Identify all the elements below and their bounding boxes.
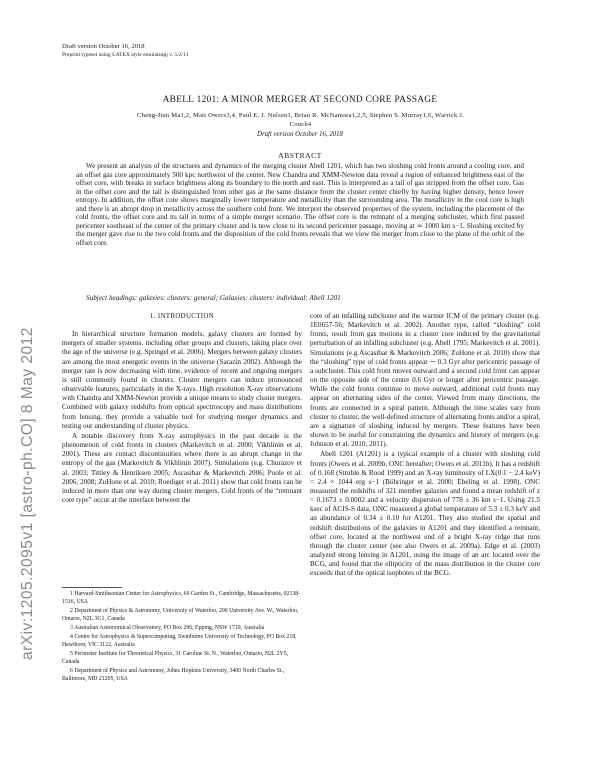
draft-line: Draft version October 16, 2018 [62,43,145,50]
footnote: 5 Perimeter Institute for Theoretical Physics, 31 Caroline St. N., Waterloo, Ontario, N2L 2Y5, Canada [62,650,289,665]
subject-headings-text: Subject headings: galaxies: clusters: general; Galaxies: clusters: individual: Abell 1201 [86,294,341,302]
abstract-body [76,162,524,247]
footnote-rule [62,587,122,588]
preprint-line: Preprint typeset using LATEX style emulateapj v. 5/2/11 [62,52,189,58]
subject-headings [76,294,524,303]
footnotes [62,591,302,685]
right-paragraph-2: Abell 1201 (A1201) is a typical example of a cluster with sloshing cold fronts (Owers et al. 2009b, ONC hereafter; Owers et al. 2011b). It has a redshift of 0.168 (Struble & Rood 1999) and an X-ray luminosity of LX(0.1 − 2.4 keV) = 2.4 × 1044 erg s−1 (Böhringer et al. 2000; Ebeling et al. 1998). ONC measured the redshifts of 321 member galaxies and found a mean redshift of z = 0.1673 ± 0.0002 and a velocity dispersion of 778 ± 36 km s−1. Using 21.5 ksec of ACIS-S data, ONC measured a global temperature of 5.3 ± 0.3 keV and an abundance of 0.34 ± 0.10 for A1201. They also studied the spatial and redshift distributions of the galaxies in A1201 and they identified a remnant, offset core, located at the northwest end of a bright X-ray ridge that runs through the cluster center (see also Owers et al. 2009a). Edge et al. (2003) analyzed strong lensing in A1201, using the image of an arc located over the BCG, and found that the ellipticity of the mass distribution in the cluster core exceeds that of the optical isophotes of the BCG. [310,450,540,578]
draft-version: Draft version October 16, 2018 [257,131,343,138]
footnote: 6 Department of Physics and Astronomy, Johns Hopkins University, 3400 North Charles St., Baltimore, MD 21205, USA [62,667,285,682]
right-paragraph-1: core of an infalling subcluster and the warmer ICM of the primary cluster (e.g. 1E0657-56; Markevitch et al. 2002). Another type, called “sloshing” cold fronts, result from gas motions in a cluster core induced by the gravitational perturbation of an infalling subcluster (e.g. Abell 1795; Markevitch et al. 2001). Simulations (e.g Ascasibar & Markevitch 2006; ZuHone et al. 2010) show that the “sloshing” type of cold fronts appear ∼ 0.3 Gyr after pericentric passage of a subcluster. This cold front moves outward and a second cold front can appear on the opposite side of the center 0.6 Gyr or longer after pericentric passage. While the cold fronts continue to move outward, additional cold fronts may appear on alternating sides of the center. Viewed from many directions, the fronts are connected in a spiral pattern. Although the time scales vary from cluster to cluster, the well-defined structure of alternating fronts and/or a spiral, are a signature of sloshing induced by mergers. These features have been shown to be useful for constraining the dynamics and history of mergers (e.g. Johnson et al. 2010, 2011). [310,312,540,449]
authors-line-1: Cheng-Jiun Ma1,2, Matt Owers3,4, Paul E. J. Nulsen1, Brian R. McNamara1,2,5, Stephen S. Murray1,6, Warrick J. [137,112,464,119]
footnote: 1 Harvard-Smithsonian Center for Astrophysics, 60 Garden St., Cambridge, Massachusetts, 02138-1516, USA [62,591,301,605]
footnote: 2 Department of Physics & Astronomy, University of Waterloo, 200 University Ave. W., Waterloo, Ontario, N2L 3G1, Canada [62,607,299,622]
right-column [310,312,540,580]
footnote: 3 Australian Astronomical Observatory, PO Box 296, Epping, NSW 1710, Australia [70,624,265,631]
abstract-text: We present an analysis of the structures and dynamics of the merging cluster Abell 1201, which has two sloshing cold fronts around a cooling core, and an offset gas core approximately 500 kpc northwest of the center. New Chandra and XMM-Newton data reveal a region of enhanced brightness east of the offset core, with breaks in surface brightness along its boundary to the north and east. This is interpreted as a tail of gas stripped from the offset core. Gas in the offset core and the tail is distinguished from other gas at the same distance from the cluster center chiefly by having higher density, hence lower entropy. In addition, the offset core shows marginally lower temperature and metallicity than the surrounding area. The metallicity in the cool core is high and there is an abrupt drop in metallicity across the southern cold front. We interpret the observed properties of the system, including the placement of the cold fronts, the offset core and its tail in terms of a simple merger scenario. The offset core is the remnant of a merging subcluster, which first passed pericenter southeast of the center of the primary cluster and is now close to its second pericenter passage, moving at ≃ 1000 km s−1. Sloshing excited by the merger gave rise to the two cold fronts and the disposition of the cold fronts reveals that we view the merger from close to the plane of the orbit of the offset core. [76,162,524,247]
authors-line-2: Couch4 [289,121,312,128]
arxiv-stamp [4,190,44,660]
intro-paragraph-2: A notable discovery from X-ray astrophysics in the past decade is the phenomenon of cold fronts in clusters (Markevitch et al. 2000; Vikhlinin et al. 2001). These are contact discontinuities where there is an abrupt change in the entropy of the gas (Markevitch & Vikhlinin 2007). Simulations (e.g. Churazov et al. 2003; Tittley & Henriksen 2005; Ascasibar & Markevitch 2006; Poole et al. 2006, 2008; ZuHone et al. 2010; Roediger et al. 2011) show that cold fronts can be induced in more than one way during cluster mergers. Cold fronts of the “remnant core type” occur at the interface between the [62,431,302,504]
left-column [62,312,302,506]
footnote: 4 Centre for Astrophysics & Supercomputing, Swinburne University of Technology, PO Box 218, Hawthorn, VIC 3122, Australia [62,634,297,648]
arxiv-stamp-text: arXiv:1205.2095v1 [astro-ph.CO] 8 May 2012 [19,327,36,660]
paper-title: ABELL 1201: A MINOR MERGER AT SECOND CORE PASSAGE [162,95,438,105]
abstract-heading: ABSTRACT [278,151,322,160]
intro-paragraph-1: In hierarchical structure formation models, galaxy clusters are formed by mergers of smaller systems, including other groups and clusters, taking place over the age of the universe (e.g. Springel et al. 2006). Mergers between galaxy clusters are among the most energetic events in the universe (Sarazin 2002). Although the merger rate is now decreasing with time, evidence of recent and ongoing mergers is still commonly found in clusters. Cluster mergers can induce pronounced observable features, particularly in the X-rays. High resolution X-ray observations with Chandra and XMM-Newton provide a unique means to study cluster mergers. Combined with galaxy redshifts from optical spectroscopy and mass distributions from lensing, they provide a valuable tool for studying merger dynamics and testing our understanding of cluster physics. [62,330,302,430]
intro-heading: 1. INTRODUCTION [149,313,215,320]
